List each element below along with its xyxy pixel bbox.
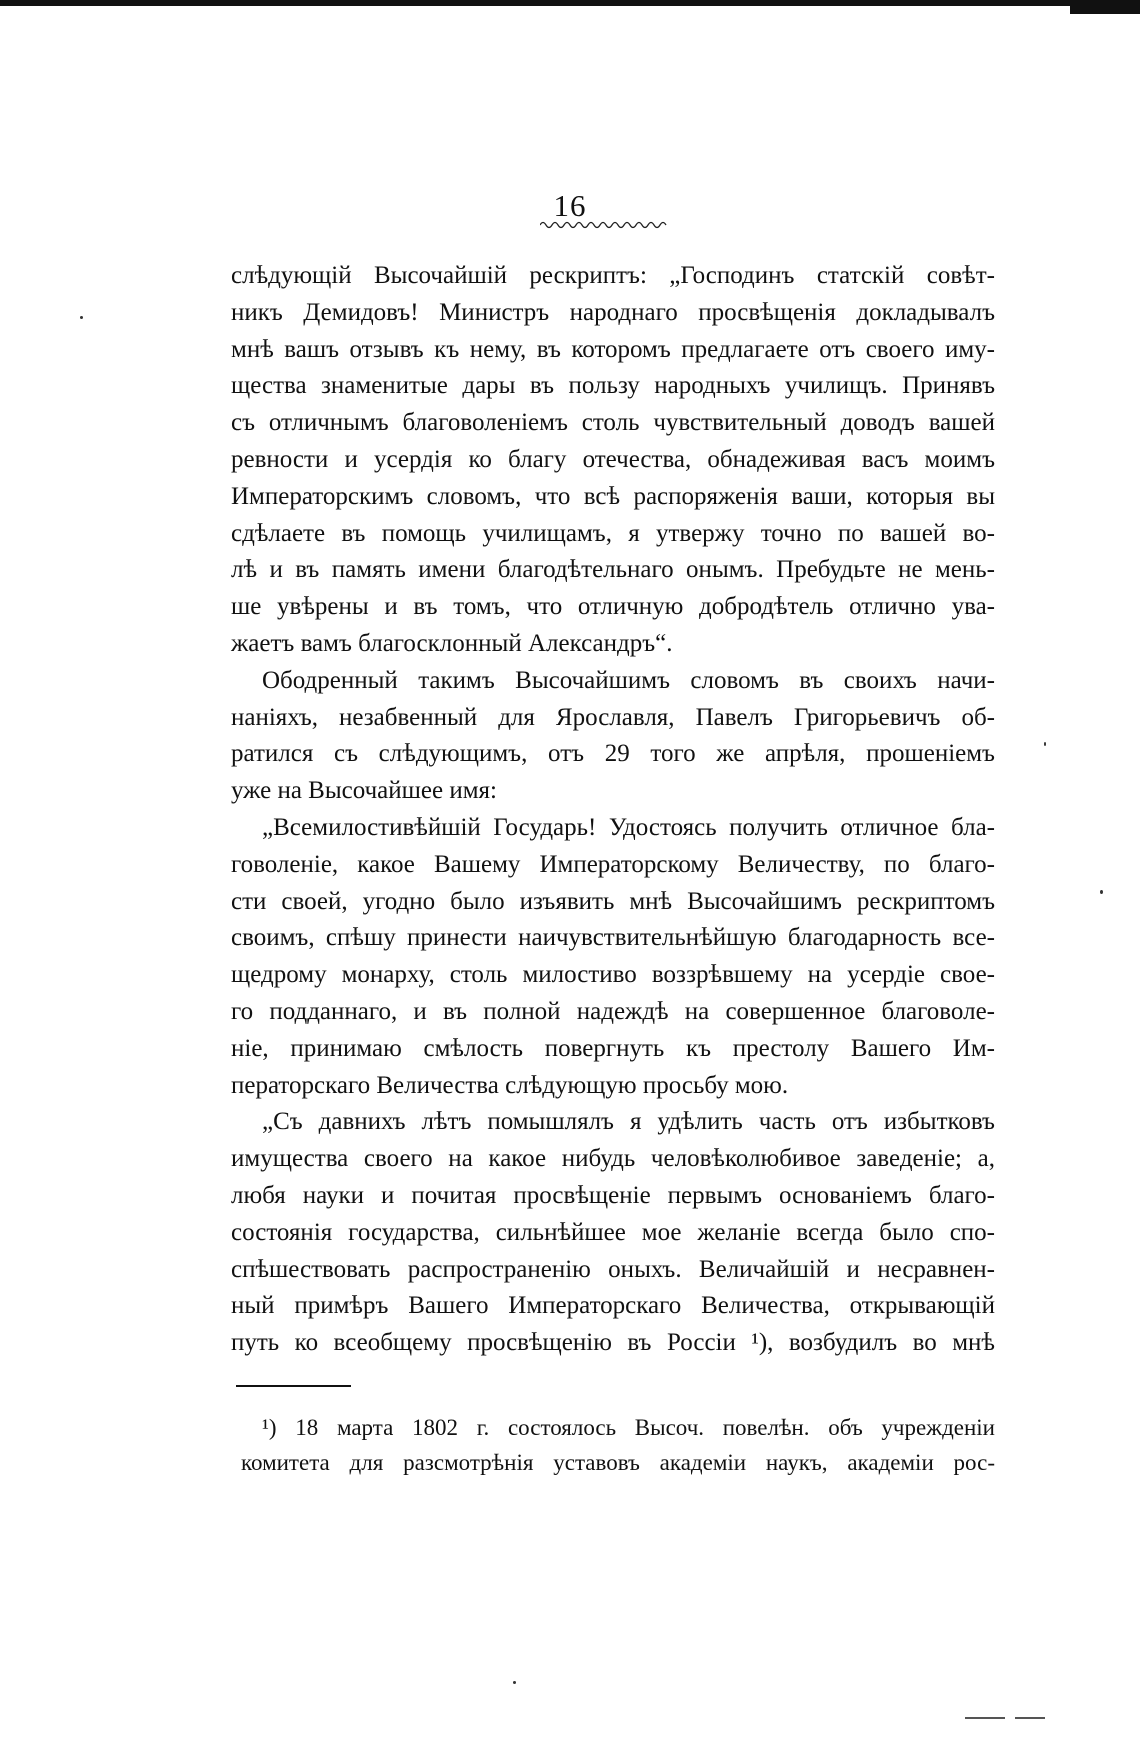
text-line: сдѣлаете въ помощь училищамъ, я утвержу точно по вашей во- (231, 519, 995, 547)
text-line: наніяхъ, незабвенный для Ярославля, Павелъ Григорьевичъ об- (231, 703, 995, 731)
top-right-edge-mark (1070, 0, 1140, 14)
text-line: никъ Демидовъ! Министръ народнаго просвѣщенія докладывалъ (231, 298, 995, 326)
text-line: состоянія государства, сильнѣйшее мое желаніе всегда было спо- (231, 1218, 995, 1246)
text-line: своимъ, спѣшу принести наичувствительнѣйшую благодарность все- (231, 924, 995, 952)
text-line: имущества своего на какое нибудь человѣколюбивое заведеніе; а, (231, 1145, 995, 1173)
text-line: ператорскаго Величества слѣдующую просьбу мою. (231, 1071, 789, 1099)
text-line: съ отличнымъ благоволеніемъ столь чувствительный доводъ вашей (231, 409, 995, 437)
footnote-separator (236, 1385, 351, 1387)
text-line: говоленіе, какое Вашему Императорскому Величеству, по благо- (231, 850, 995, 878)
text-line: го подданнаго, и въ полной надеждѣ на совершенное благоволе- (231, 997, 995, 1025)
top-edge-rule (0, 0, 1140, 6)
scan-speck (513, 1681, 516, 1684)
scan-mark (965, 1717, 1005, 1719)
text-line: Ободренный такимъ Высочайшимъ словомъ въ своихъ начи- (262, 666, 995, 694)
text-line: лѣ и въ память имени благодѣтельнаго онымъ. Пребудьте не мень- (231, 556, 995, 584)
text-line: путь ко всеобщему просвѣщенію въ Россіи ¹), возбудилъ во мнѣ (231, 1329, 995, 1357)
text-line: мнѣ вашъ отзывъ къ нему, въ которомъ предлагаете отъ своего иму- (231, 335, 995, 363)
footnote-line: комитета для разсмотрѣнія уставовъ академіи наукъ, академіи рос- (241, 1450, 995, 1475)
text-line: уже на Высочайшее имя: (231, 777, 497, 805)
text-line: Императорскимъ словомъ, что всѣ распоряженія ваши, которыя вы (231, 482, 995, 510)
text-line: „Съ давнихъ лѣтъ помышлялъ я удѣлить часть отъ избытковъ (262, 1108, 995, 1136)
body-text (231, 258, 995, 1362)
text-line: любя науки и почитая просвѣщеніе первымъ основаніемъ благо- (231, 1181, 995, 1209)
text-line: жаетъ вамъ благосклонный Александръ“. (231, 629, 673, 657)
text-line: слѣдующій Высочайшій рескриптъ: „Господинъ статскій совѣт- (231, 262, 995, 289)
wavy-ornament-rule (540, 220, 670, 230)
text-line: ніе, принимаю смѣлость повергнуть къ престолу Вашего Им- (231, 1034, 995, 1062)
text-line: „Всемилостивѣйшій Государь! Удостоясь получить отличное бла- (262, 813, 995, 841)
scan-speck (1100, 890, 1103, 894)
text-line: щедрому монарху, столь милостиво воззрѣвшему на усердіе свое- (231, 961, 995, 989)
scan-speck (80, 316, 83, 319)
text-line: спѣшествовать распространенію оныхъ. Величайшій и несравнен- (231, 1255, 995, 1283)
text-line: ратился съ слѣдующимъ, отъ 29 того же апрѣля, прошеніемъ (231, 740, 995, 768)
footnote-line: ¹) 18 марта 1802 г. состоялось Высоч. повелѣн. объ учрежденіи (262, 1415, 995, 1440)
scan-mark (1015, 1717, 1045, 1719)
text-line: сти своей, угодно было изъявить мнѣ Высочайшимъ рескриптомъ (231, 887, 995, 915)
text-line: щества знаменитые дары въ пользу народныхъ училищъ. Принявъ (231, 372, 995, 400)
text-line: ше увѣрены и въ томъ, что отличную добродѣтель отлично ува- (231, 593, 995, 621)
footnote (241, 1410, 995, 1480)
page-number: 16 (553, 188, 587, 223)
text-line: ревности и усердія ко благу отечества, обнадеживая васъ моимъ (231, 445, 995, 473)
text-line: ный примѣръ Вашего Императорскаго Величества, открывающій (231, 1292, 995, 1320)
scan-speck (1044, 742, 1046, 746)
